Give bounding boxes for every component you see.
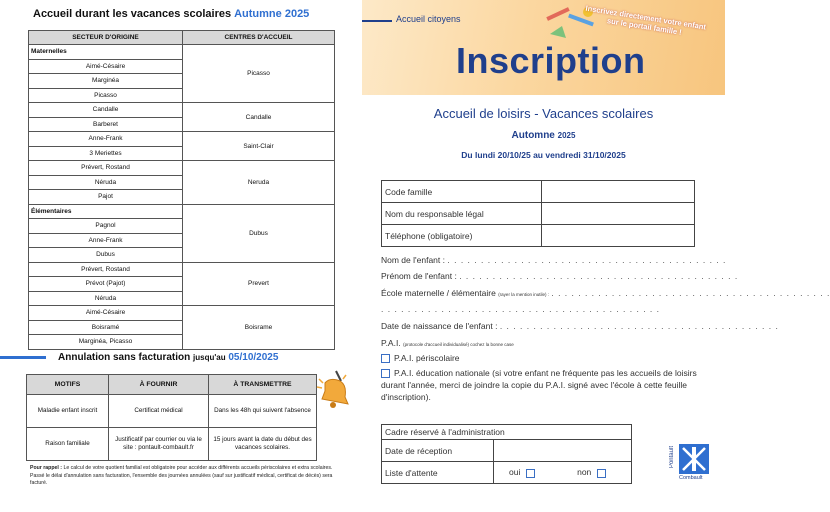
sector-row: Pagnol xyxy=(29,219,183,234)
col-header-fournir: À FOURNIR xyxy=(109,375,209,395)
sector-row: Prévert, Rostand xyxy=(29,161,183,176)
sector-row: Aimé-Césaire xyxy=(29,59,183,74)
col-header-centres: CENTRES D'ACCUEIL xyxy=(183,31,335,45)
sector-row: Pajot xyxy=(29,190,183,205)
liste-non-checkbox[interactable] xyxy=(597,469,606,478)
form-dates: Du lundi 20/10/25 au vendredi 31/10/2025 xyxy=(461,150,626,160)
code-famille-label: Code famille xyxy=(382,181,542,203)
admin-date-field[interactable] xyxy=(494,440,632,462)
table-row xyxy=(382,203,695,225)
ecole-field[interactable]: École maternelle / élémentaire (rayer la mention inutile) : . . . . . . . . . . . . . . . . . . . . . . . . . . . . . . . . . . . . . . . . . . xyxy=(381,288,830,298)
centre-saint-clair: Saint-Clair xyxy=(183,132,335,161)
naissance-field[interactable]: Date de naissance de l'enfant : . . . . . . . . . . . . . . . . . . . . . . . . . . . . . . . . . . . . . . . . . . xyxy=(381,321,779,331)
sector-row: Marginéa xyxy=(29,74,183,89)
vacation-title: Accueil durant les vacances scolaires Autumne 2025 xyxy=(33,8,310,20)
ecole-field-line2[interactable]: . . . . . . . . . . . . . . . . . . . . . . . . . . . . . . . . . . . . . . . . . . xyxy=(381,304,661,314)
transmettre-cell: 15 jours avant la date du début des vacances scolaires. xyxy=(209,428,317,461)
sector-row: Marginéa, Picasso xyxy=(29,335,183,350)
banner-slogan: Inscrivez directement votre enfant sur le portail famille ! xyxy=(584,3,707,37)
fournir-cell: Certificat médical xyxy=(109,395,209,428)
col-header-motifs: MOTIFS xyxy=(27,375,109,395)
form-season: Automne 2025 xyxy=(511,130,576,141)
sector-row: Prévot (Pajot) xyxy=(29,277,183,292)
form-title: Accueil de loisirs - Vacances scolaires xyxy=(433,106,654,121)
logo-mark-icon xyxy=(679,444,709,474)
sector-row: Picasso xyxy=(29,88,183,103)
centre-prevert: Prevert xyxy=(183,262,335,306)
col-header-secteur: SECTEUR D'ORIGINE xyxy=(29,31,183,45)
admin-title: Cadre réservé à l'administration xyxy=(382,425,632,440)
telephone-label: Téléphone (obligatoire) xyxy=(382,225,542,247)
table-row xyxy=(382,181,695,203)
sector-row: Prévert, Rostand xyxy=(29,262,183,277)
sector-row: Néruda xyxy=(29,175,183,190)
centre-dubus: Dubus xyxy=(183,204,335,262)
motifs-table xyxy=(26,374,317,461)
group-maternelles: Maternelles xyxy=(29,45,183,60)
table-row xyxy=(27,428,317,461)
annulation-title: Annulation sans facturation jusqu'au 05/10/2025 xyxy=(58,352,279,363)
sector-row: Dubus xyxy=(29,248,183,263)
left-page xyxy=(0,0,362,512)
right-page xyxy=(362,0,830,512)
bell-icon xyxy=(316,369,350,415)
nom-enfant-field[interactable]: Nom de l'enfant : . . . . . . . . . . . . . . . . . . . . . . . . . . . . . . . . . . . . . . . . . . xyxy=(381,255,727,265)
sector-row: Boisramé xyxy=(29,320,183,335)
transmettre-cell: Dans les 48h qui suivent l'absence xyxy=(209,395,317,428)
family-table xyxy=(381,180,695,247)
centre-candalle: Candalle xyxy=(183,103,335,132)
sector-row: Aimé-Césaire xyxy=(29,306,183,321)
banner-title: Inscription xyxy=(456,40,646,81)
col-header-transmettre: À TRANSMETTRE xyxy=(209,375,317,395)
telephone-field[interactable] xyxy=(542,225,695,247)
fournir-cell: Justificatif par courrier ou via le site : pontault-combault.fr xyxy=(109,428,209,461)
table-row xyxy=(27,395,317,428)
banner-label: Accueil citoyens xyxy=(396,14,461,24)
sector-row: Anne-Frank xyxy=(29,233,183,248)
banner-accent-line xyxy=(362,20,392,22)
table-row xyxy=(382,225,695,247)
pai-label: P.A.I. (protocole d'accueil individualisé) cochez la bonne case xyxy=(381,338,514,348)
centre-picasso: Picasso xyxy=(183,45,335,103)
code-famille-field[interactable] xyxy=(542,181,695,203)
admin-date-label: Date de réception xyxy=(382,440,494,462)
inscription-banner xyxy=(362,0,725,95)
admin-liste-label: Liste d'attente xyxy=(382,462,494,484)
motif-cell: Maladie enfant inscrit xyxy=(27,395,109,428)
sector-row: Barberet xyxy=(29,117,183,132)
rappel-note: Pour rappel : Le calcul de votre quotient familial est obligatoire pour accéder aux différents accueils périscolaires et extra scolaires. Passé le délai d'annulation sans facturation, l'ensemble des journées annulées (sauf sur justificatif médical, certificat de décès) sera facturé. xyxy=(30,465,333,487)
sector-table xyxy=(28,30,335,350)
prenom-enfant-field[interactable]: Prénom de l'enfant : . . . . . . . . . . . . . . . . . . . . . . . . . . . . . . . . . . . . . . . . . . xyxy=(381,271,739,281)
admin-table xyxy=(381,424,632,484)
admin-liste-field: oui non xyxy=(494,462,632,484)
sector-row: Candalle xyxy=(29,103,183,118)
pai-periscolaire-option[interactable]: P.A.I. périscolaire xyxy=(381,353,697,363)
sector-row: Néruda xyxy=(29,291,183,306)
annulation-accent-bar xyxy=(0,356,46,359)
responsable-field[interactable] xyxy=(542,203,695,225)
pai-education-checkbox[interactable] xyxy=(381,369,390,378)
pontault-combault-logo: Pontault Combault xyxy=(667,444,715,484)
group-elementaires: Élémentaires xyxy=(29,204,183,219)
pai-education-option[interactable]: P.A.I. éducation nationale (si votre enfant ne fréquente pas les accueils de loisirs durant l'année, merci de joindre la copie du P.A.I. signé avec l'école à cette feuille d'inscription). xyxy=(381,368,697,402)
responsable-label: Nom du responsable légal xyxy=(382,203,542,225)
centre-boisrame: Boisrame xyxy=(183,306,335,350)
centre-neruda: Neruda xyxy=(183,161,335,205)
sector-row: Anne-Frank xyxy=(29,132,183,147)
motif-cell: Raison familiale xyxy=(27,428,109,461)
sector-row: 3 Meriettes xyxy=(29,146,183,161)
pai-periscolaire-checkbox[interactable] xyxy=(381,354,390,363)
liste-oui-checkbox[interactable] xyxy=(526,469,535,478)
